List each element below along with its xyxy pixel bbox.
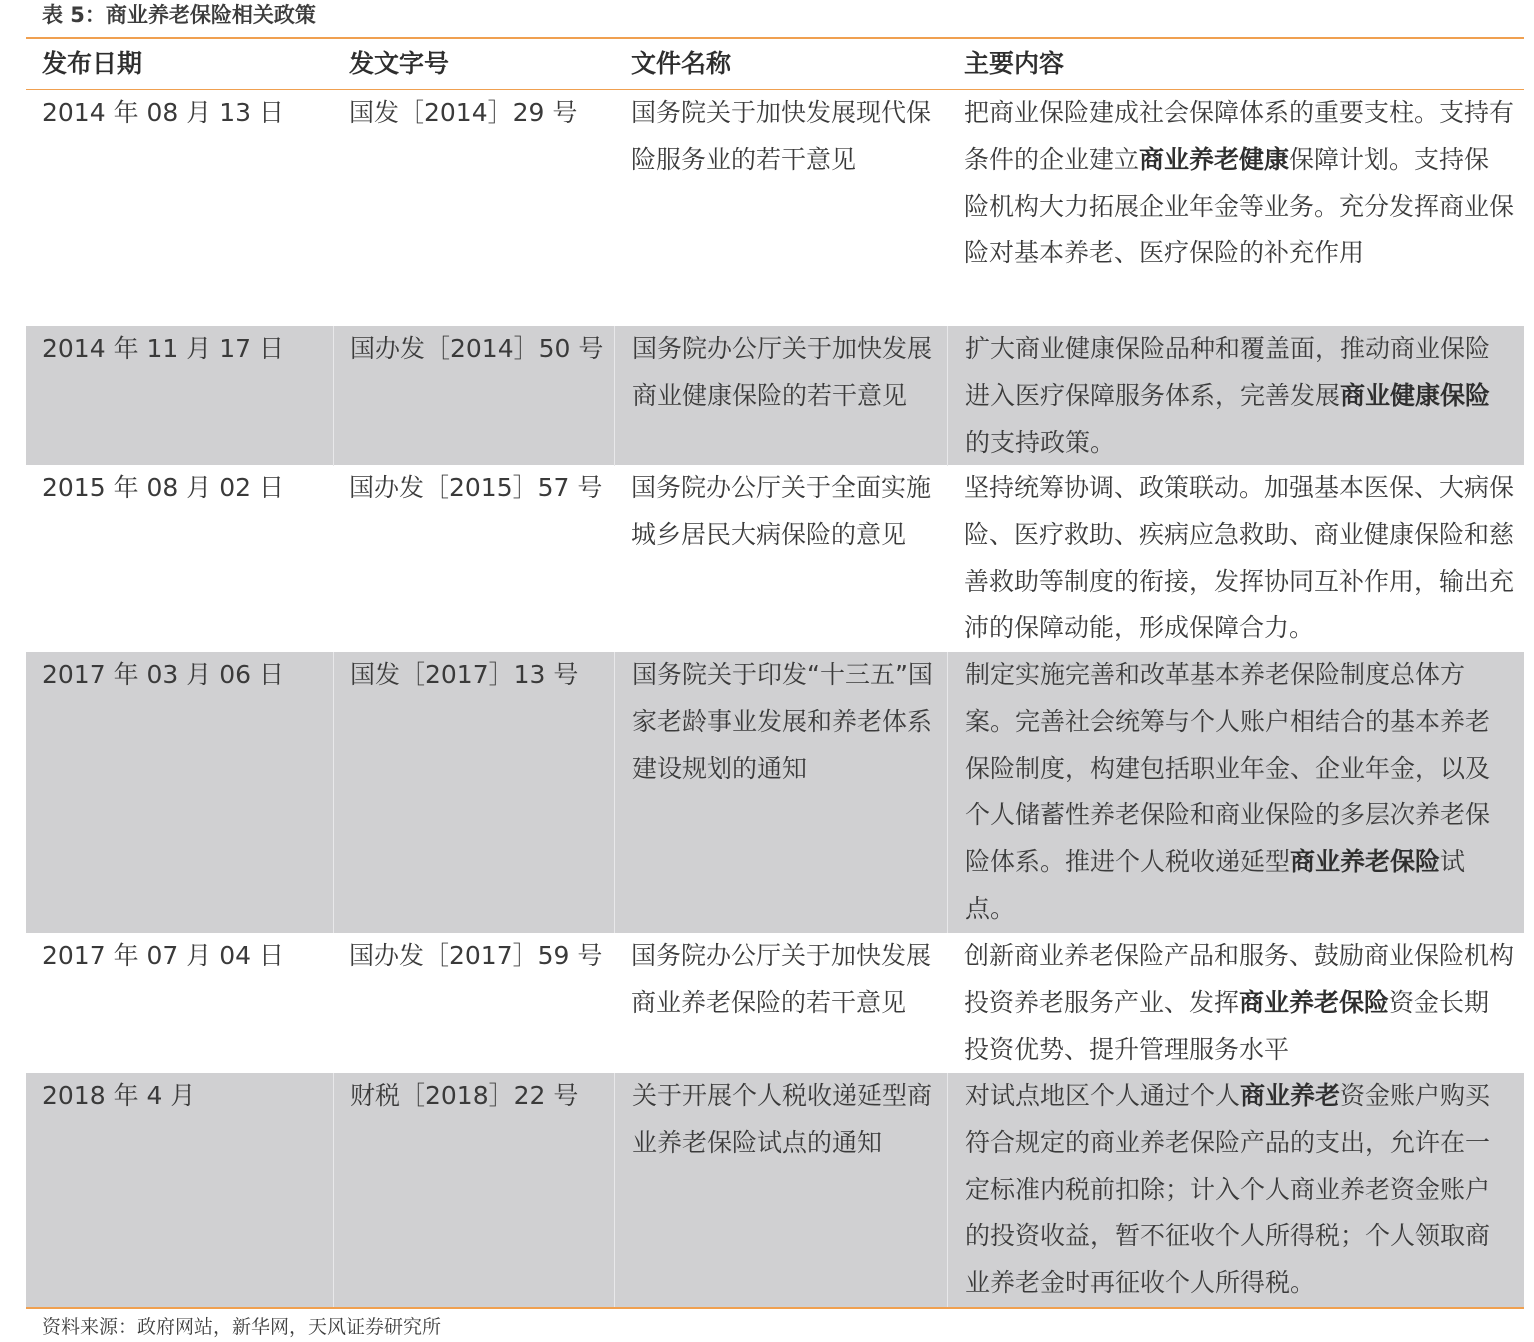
- main-content-cell: [947, 326, 1524, 466]
- date-cell: 2017 年 07 月 04 日: [42, 941, 284, 970]
- content-text: 资金账户购买符合规定的商业养老保险产品的支出，允许在一定标准内税前扣除；计入个人商业养老资金账户的投资收益，暂不征收个人所得税；个人领取商业养老金时再征收个人所得税。: [965, 1081, 1491, 1298]
- doc-number-cell: 财税［2018］22 号: [333, 1073, 614, 1307]
- table-caption: 表 5：商业养老保险相关政策: [42, 3, 316, 27]
- content-highlight: 商业养老保险: [1290, 847, 1441, 877]
- content-text: 把商业保险建成社会保障体系的重要支柱。支持有条件的企业建立: [964, 98, 1515, 174]
- content-highlight: 商业养老保险: [1239, 987, 1390, 1017]
- table-row: [26, 933, 1524, 1073]
- content-text: 的支持政策。: [965, 427, 1116, 457]
- table-row: [26, 326, 1524, 465]
- document-title-cell: 国务院办公厅关于全面实施城乡居民大病保险的意见: [631, 473, 932, 549]
- document-title-cell: 国务院办公厅关于加快发展商业养老保险的若干意见: [631, 941, 932, 1017]
- policy-table: [26, 37, 1524, 1309]
- date-cell: 2018 年 4 月: [42, 1081, 196, 1110]
- date-cell: 2014 年 11 月 17 日: [42, 334, 284, 363]
- content-text: 对试点地区个人通过个人: [965, 1081, 1241, 1110]
- doc-number-cell: 国办发［2014］50 号: [333, 326, 614, 466]
- date-cell: 2014 年 08 月 13 日: [42, 98, 284, 127]
- column-header-main-content: 主要内容: [964, 49, 1065, 78]
- main-content-cell: [947, 465, 1524, 652]
- content-text: 创新商业养老保险产品和服务、鼓励商业保险机构投资养老服务产业、发挥: [964, 941, 1515, 1017]
- table-row: [26, 652, 1524, 933]
- document-title-cell: 国务院关于加快发展现代保险服务业的若干意见: [631, 98, 932, 174]
- main-content-cell: [947, 90, 1524, 326]
- main-content-cell: [947, 1073, 1524, 1307]
- table-row: [26, 1073, 1524, 1307]
- column-header-date: 发布日期: [42, 49, 143, 78]
- content-text: 试点。: [965, 847, 1466, 923]
- document-title-cell: 关于开展个人税收递延型商业养老保险试点的通知: [614, 1073, 947, 1307]
- content-text: 保障计划。支持保险机构大力拓展企业年金等业务。充分发挥商业保险对基本养老、医疗保险的补充作用: [964, 144, 1515, 268]
- main-content-cell: [947, 652, 1524, 933]
- doc-number-cell: 国发［2017］13 号: [333, 652, 614, 933]
- content-text: 坚持统筹协调、政策联动。加强基本医保、大病保险、医疗救助、疾病应急救助、商业健康保险和慈善救助等制度的衔接，发挥协同互补作用，输出充沛的保障动能，形成保障合力。: [964, 473, 1515, 643]
- document-title-cell: 国务院关于印发“十三五”国家老龄事业发展和养老体系建设规划的通知: [614, 652, 947, 933]
- column-header-document-title: 文件名称: [631, 49, 732, 78]
- doc-number-cell: 国办发［2015］57 号: [349, 473, 603, 502]
- content-highlight: 商业养老: [1240, 1081, 1341, 1110]
- date-cell: 2015 年 08 月 02 日: [42, 473, 284, 502]
- doc-number-cell: 国发［2014］29 号: [349, 98, 578, 127]
- column-header-doc-number: 发文字号: [349, 49, 450, 78]
- doc-number-cell: 国办发［2017］59 号: [349, 941, 603, 970]
- source-note: 资料来源：政府网站，新华网，天风证券研究所: [42, 1316, 442, 1338]
- main-content-cell: [947, 933, 1524, 1073]
- content-text: 制定实施完善和改革基本养老保险制度总体方案。完善社会统筹与个人账户相结合的基本养老保险制度，构建包括职业年金、企业年金，以及个人储蓄性养老保险和商业保险的多层次养老保险体系。推进个人税收递延型: [965, 660, 1491, 877]
- table-header-row: [26, 39, 1524, 90]
- content-highlight: 商业养老健康: [1139, 144, 1290, 174]
- content-highlight: 商业健康保险: [1340, 380, 1491, 410]
- document-title-cell: 国务院办公厅关于加快发展商业健康保险的若干意见: [614, 326, 947, 466]
- content-text: 扩大商业健康保险品种和覆盖面，推动商业保险进入医疗保障服务体系，完善发展: [965, 334, 1491, 410]
- table-row: [26, 465, 1524, 652]
- date-cell: 2017 年 03 月 06 日: [42, 660, 284, 689]
- content-text: 资金长期投资优势、提升管理服务水平: [964, 987, 1490, 1064]
- table-row: [26, 90, 1524, 326]
